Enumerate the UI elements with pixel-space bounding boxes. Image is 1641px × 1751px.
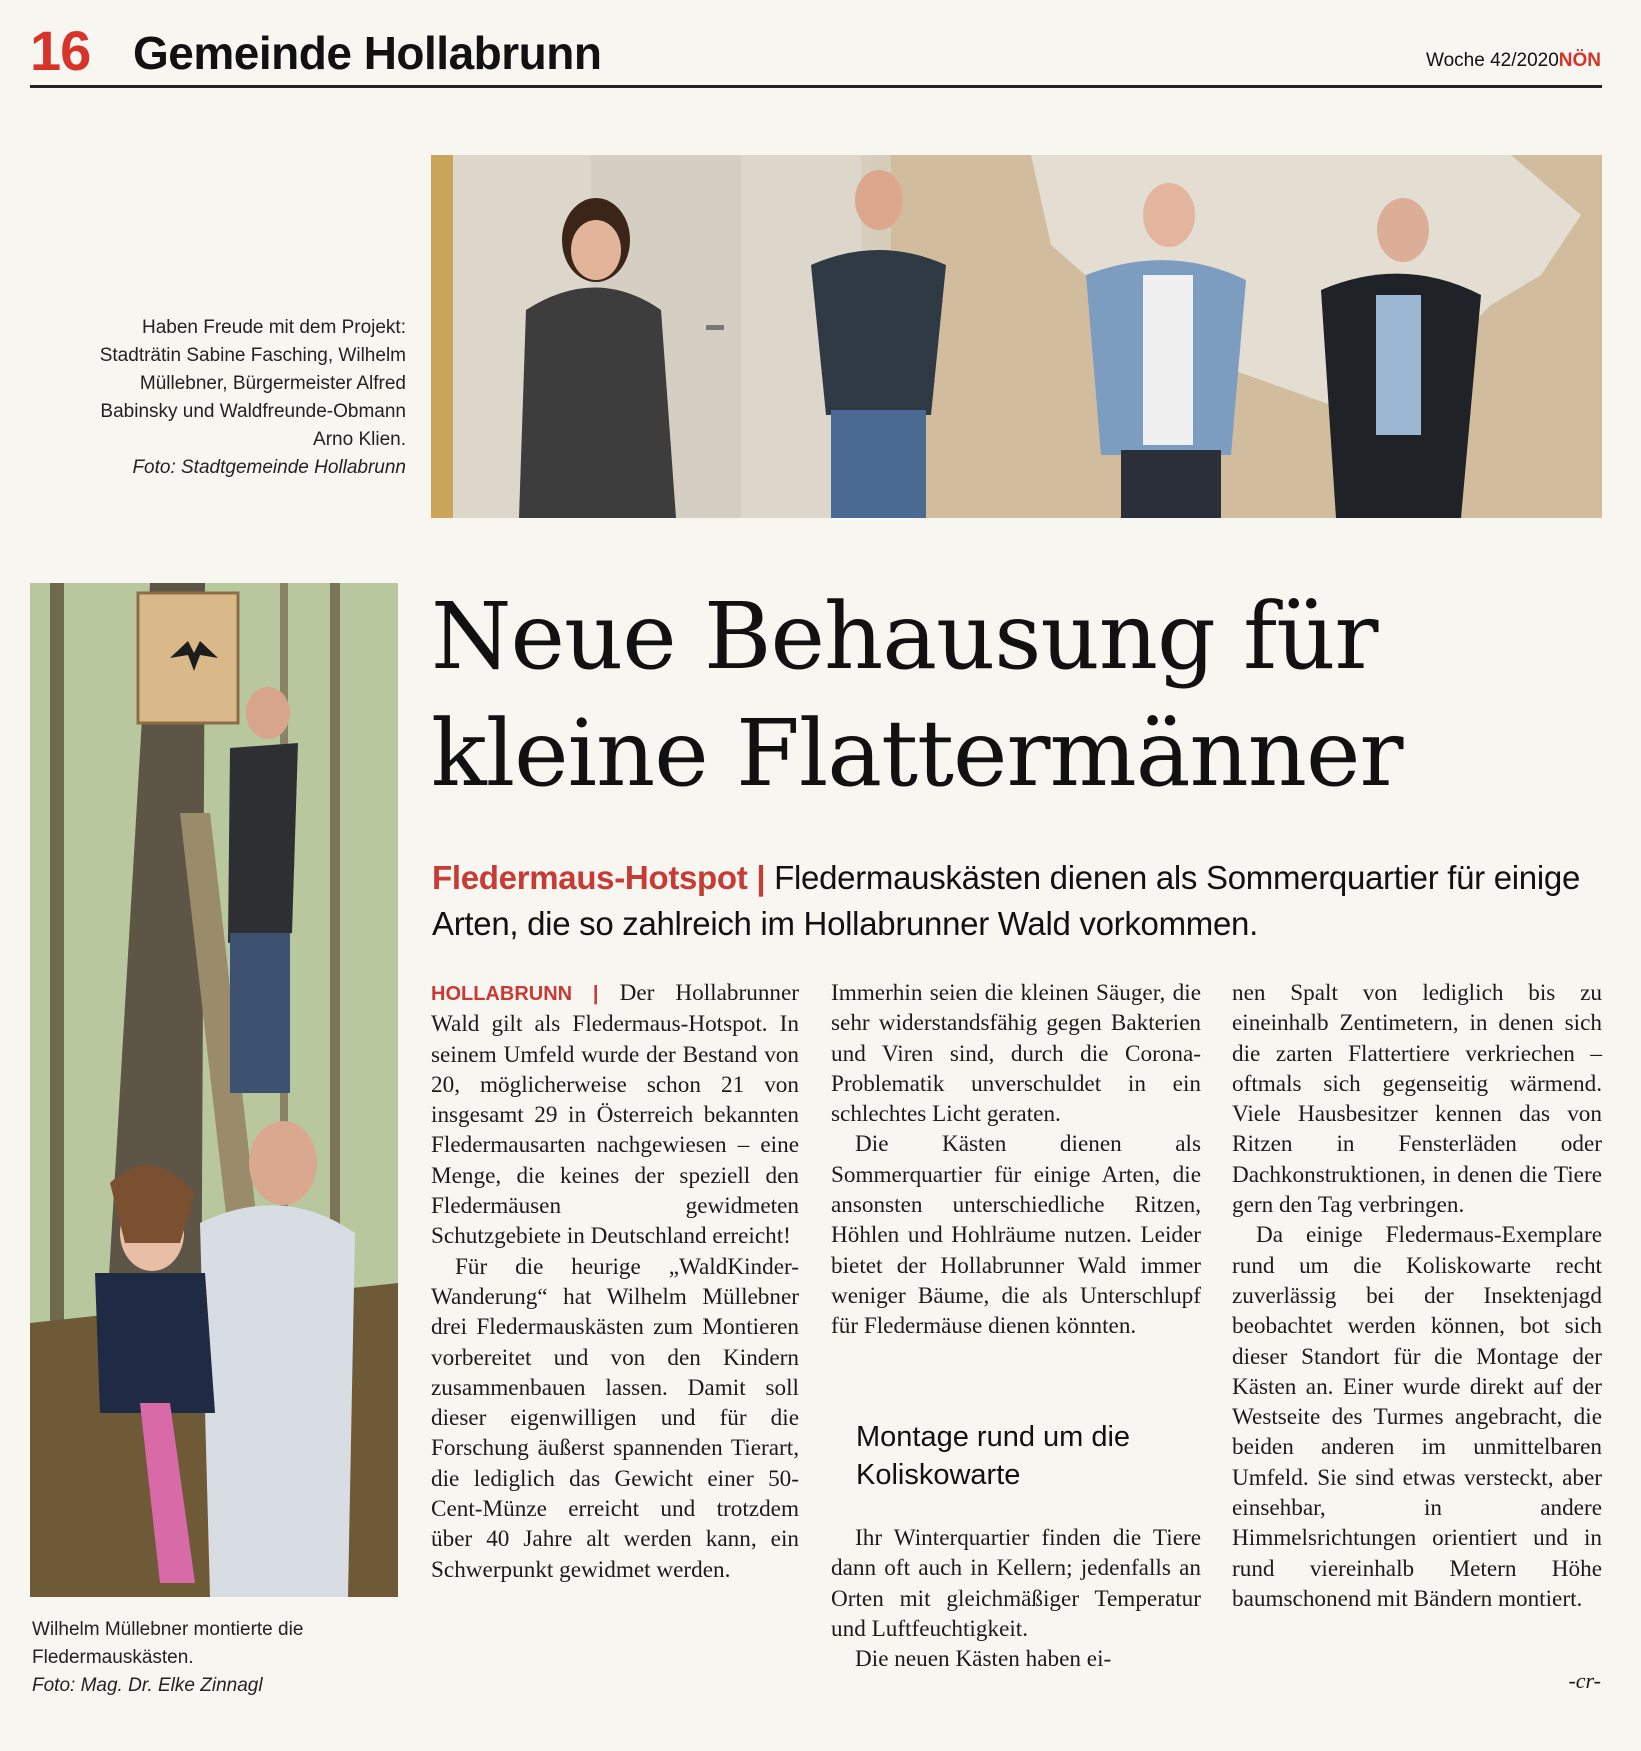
paragraph: Der Hollabrunner Wald gilt als Fledermaus-Hotspot. In seinem Umfeld wurde der Bestand von 20, möglicherweise schon 21 von insgesamt 29 in Österreich bekannten Fledermausarten nachgewiesen – eine Menge, die keines der speziell den Fledermäusen gewidmeten Schutzgebiete in Deutschland erreicht! [431,980,800,1250]
group-photo [431,155,1602,518]
paragraph: Immerhin seien die kleinen Säuger, die sehr widerstandsfähig gegen Bakterien und Viren sind, durch die Corona-Problematik unverschuldet in ein schlechtes Licht geraten. [831,980,1201,1128]
article-column-1 [431,978,799,1585]
paragraph: Die Kästen dienen als Sommerquartier für einige Arten, die ansonsten unterschiedliche Ritzen, Höhlen und Hohlräume nutzen. Leider bietet der Hollabrunner Wald immer weniger Bäume, die als Unterschlupf für Fledermäuse dienen könnten. [831,1131,1201,1340]
article-column-2 [831,978,1201,1342]
headline-line-1: Neue Behausung für [431,583,1378,690]
paragraph: Für die heurige „WaldKinder-Wanderung“ hat Wilhelm Müllebner drei Fledermauskästen zum Montieren vorbereitet und von den Kindern zusammenbauen lassen. Damit soll dieser eigenwilligen und für die Forschung äußerst spannenden Tierart, die lediglich das Gewicht einer 50-Cent-Münze erreicht und trotzdem über 40 Jahre alt werden kann, ein Schwerpunkt gewidmet werden. [431,1253,799,1583]
group-photo-caption [30,314,406,482]
caption-line: Wilhelm Müllebner montierte die [32,1619,304,1640]
caption-line: Müllebner, Bürgermeister Alfred [139,373,406,394]
article-subhead [432,855,1612,947]
brand-logo: NÖN [1558,50,1601,71]
forest-photo-caption [32,1616,412,1700]
section-title: Gemeinde Hollabrunn [133,27,602,79]
dateline: HOLLABRUNN | [431,983,599,1005]
group-photo-illustration [431,155,1602,518]
caption-line: Haben Freude mit dem Projekt: [141,317,406,338]
paragraph: Da einige Fledermaus-Exemplare rund um die Koliskowarte recht zuverlässig bei der Insektenjagd beobachtet werden können, bot sich dieser Standort für die Montage der Kästen an. Einer wurde direkt auf der Westseite des Turmes angebracht, die beiden anderen im unmittelbaren Umfeld. Sie sind etwas versteckt, aber einsehbar, in andere Himmelsrichtungen orientiert und in rund viereinhalb Metern Höhe baumschonend mit Bändern montiert. [1232,1222,1602,1612]
author-signature: -cr- [1568,1668,1601,1693]
caption-line: Stadträtin Sabine Fasching, Wilhelm [99,345,406,366]
photo-credit: Foto: Mag. Dr. Elke Zinnagl [32,1675,263,1696]
issue-week: Woche 42/2020 [1426,50,1559,71]
subhead-kicker: Fledermaus-Hotspot [432,859,748,896]
article-headline [431,578,1611,812]
paragraph: Ihr Winterquartier finden die Tiere dann oft auch in Kellern; jedenfalls an Orten mit gleichmäßiger Temperatur und Luftfeuchtigkeit. [831,1525,1201,1642]
header-rule [30,85,1602,88]
caption-line: Fledermauskästen. [32,1647,194,1668]
headline-line-2: kleine Flattermänner [431,700,1403,807]
forest-photo-illustration [30,583,398,1597]
forest-photo [30,583,398,1597]
photo-credit: Foto: Stadtgemeinde Hollabrunn [132,457,406,478]
article-column-2-continued [831,1523,1201,1674]
paragraph: Die neuen Kästen haben ei- [855,1646,1112,1673]
paragraph: nen Spalt von lediglich bis zu eineinhalb Zentimetern, in denen sich die zarten Flattertiere verkriechen – oftmals sich gegenseitig wärmend. Viele Hausbesitzer kennen das von Ritzen in Fensterläden oder Dachkonstruktionen, in denen die Tiere gern den Tag verbringen. [1232,980,1602,1219]
column-subhead: Montage rund um die Koliskowarte [856,1421,1131,1491]
caption-line: Babinsky und Waldfreunde-Obmann [100,401,406,422]
page-number: 16 [30,19,91,82]
caption-line: Arno Klien. [313,429,406,450]
article-column-3 [1232,978,1602,1614]
subhead-text: Fledermauskästen dienen als Sommerquartier für einige Arten, die so zahlreich im Hollabrunner Wald vorkommen. [432,859,1581,942]
issue-label [1426,50,1601,72]
subhead-separator: | [756,859,766,896]
